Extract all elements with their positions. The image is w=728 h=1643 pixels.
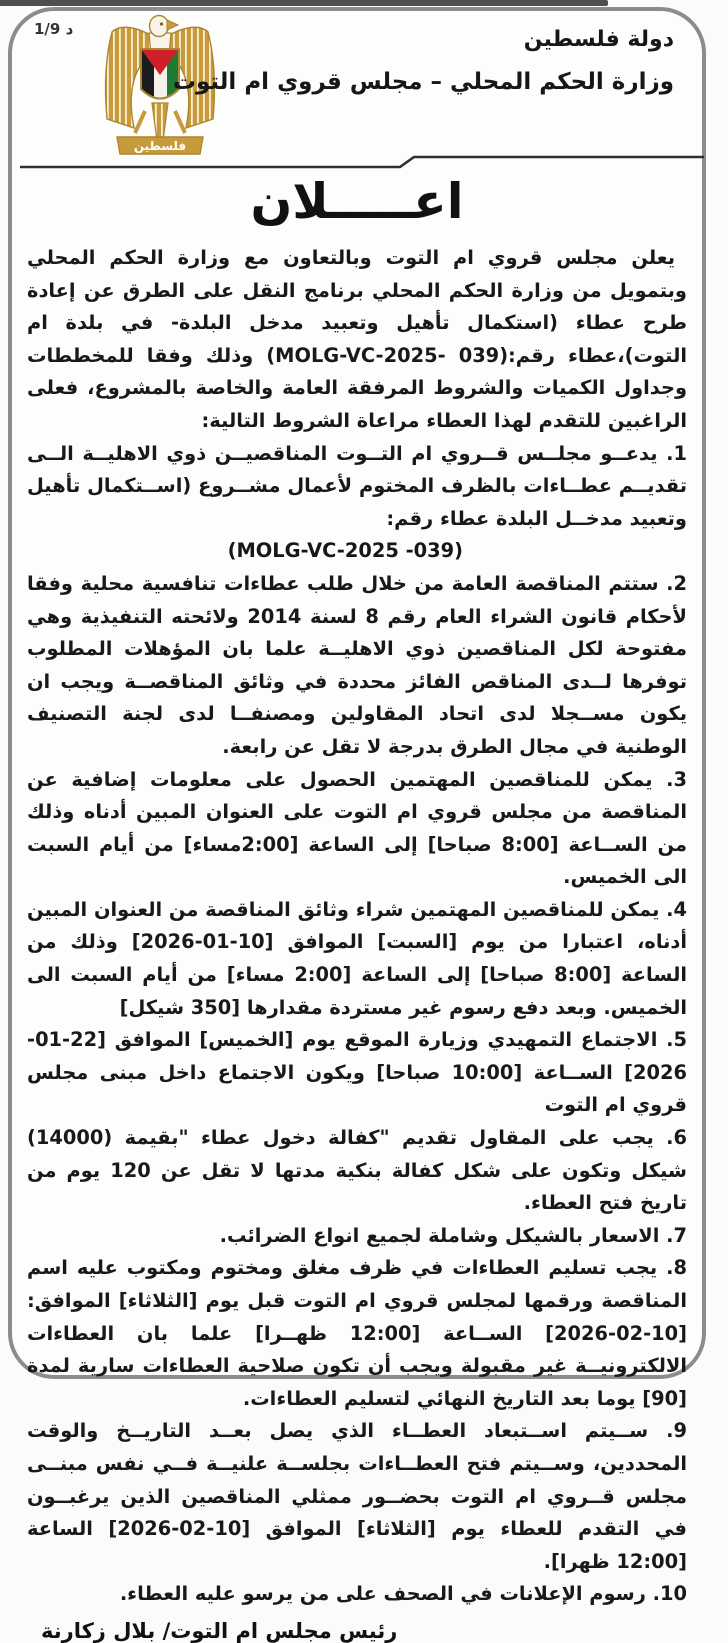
- eagle-leg-left: [135, 111, 145, 133]
- tender-item-8: 8. يجب تسليم العطاءات في ظرف مغلق ومختوم ومكتوب عليه اسم المناقصة ورقمها لمجلس قروي ام التوت قبل يوم [الثلاثاء] الموافق: [10-02-2026] الســاعة [12:00 ظهــرا] علما بان العطاءات الالكترونيــة غير مقبولة ويجب أن تكون صلاحية العطاءات سارية لمدة [90] يوما بعد التاريخ النهائي لتسليم العطاءات.: [27, 1256, 687, 1410]
- header-text: [173, 27, 674, 95]
- eagle-eye: [160, 22, 163, 25]
- tender-number-line: (039- MOLG-VC-2025): [227, 539, 463, 563]
- page-marker: 1/9 د: [34, 20, 74, 38]
- tender-item-6: 6. يجب على المقاول تقديم "كفالة دخول عطاء "بقيمة (14000) شيكل وتكون على شكل كفالة بنكية مدتها لا تقل عن 120 يوم من تاريخ فتح العطاء.: [27, 1126, 687, 1215]
- signature-line: رئيس مجلس ام التوت/ بلال زكارنة: [41, 1618, 398, 1643]
- announcement-box: [8, 7, 706, 1643]
- eagle-head: [150, 16, 169, 37]
- tender-item-4: 4. يمكن للمناقصين المهتمين شراء وثائق المناقصة من العنوان المبين أدناه، اعتبارا من يوم [السبت] الموافق [10-01-2026] وذلك من الساعة [8:00 صباحا] إلى الساعة [2:00 مساء] من أيام السبت الى الخميس. وبعد دفع رسوم غير مستردة مقدارها [350 شيكل]: [27, 897, 687, 1019]
- tender-item-5: 5. الاجتماع التمهيدي وزيارة الموقع يوم [الخميس] الموافق [22-01-2026] الســاعة [10:00 صباحا] ويكون الاجتماع داخل مبنى مجلس قروي ام التوت: [27, 1028, 687, 1117]
- eagle-tail: [152, 103, 168, 137]
- header-ministry: وزارة الحكم المحلي – مجلس قروي ام التوت: [172, 69, 674, 95]
- announcement-title: اعـــــلان: [250, 173, 464, 230]
- scan-edge-bar: [0, 0, 608, 6]
- header-country: دولة فلسطين: [523, 27, 674, 52]
- tender-item-9: 9. ســيتم اســتبعاد العطــاء الذي يصل بعــد التاريــخ والوقت المحددين، وســيتم فتح العطــاءات بجلســة علنيــة فــي نفس مبنــى مجلس قــروي ام التوت بحضــور ممثلي المناقصين الذين يرغبــون في التقدم للعطاء يوم [الثلاثاء] الموافق [10-02-2026] الساعة [12:00 ظهرا].: [27, 1419, 687, 1573]
- eagle-leg-right: [175, 111, 185, 133]
- tender-item-2: 2. ستتم المناقصة العامة من خلال طلب عطاءات تنافسية محلية وفقا لأحكام قانون الشراء العام رقم 8 لسنة 2014 ولائحته التنفيذية وهي مفتوحة لكل المناقصين ذوي الاهليــة علما بان المؤهلات المطلوب توفرها لــدى المناقص الفائز محددة في وثائق المناقصــة ويجب ان يكون مســجلا لدى اتحاد المقاولين ومصنفــا لدى لجنة التصنيف الوطنية في مجال الطرق بدرجة لا تقل عن رابعة.: [27, 571, 687, 758]
- tender-item-10: 10. رسوم الإعلانات في الصحف على من يرسو عليه العطاء.: [119, 1582, 687, 1606]
- header: [12, 11, 702, 151]
- tender-item-3: 3. يمكن للمناقصين المهتمين الحصول على معلومات إضافية عن المناقصة من مجلس قروي ام التوت على العنوان المبين أدناه وذلك من الســاعة [8:00 صباحا] إلى الساعة [2:00مساء] من أيام السبت الى الخميس.: [27, 767, 687, 889]
- tender-item-1: 1. يدعــو مجلــس قــروي ام التــوت المناقصيــن ذوي الاهليــة الــى تقديــم عطــاءات بالظرف المختوم لأعمال مشــروع (اســتكمال تأهيل وتعبيد مدخــل البلدة عطاء رقم:: [27, 441, 687, 530]
- banner-text: فلسطين: [133, 139, 187, 153]
- intro-paragraph: يعلن مجلس قروي ام التوت وبالتعاون مع وزارة الحكم المحلي وبتمويل من وزارة الحكم المحلي برنامج النقل على الطرق عن إعادة طرح عطاء (استكمال تأهيل وتعبيد مدخل البلدة- في بلدة ام التوت)،عطاء رقم:(039 -MOLG-VC-2025) وذلك وفقا للمخططات وجداول الكميات والشروط المرفقة العامة والخاصة بالمشروع، فعلى الراغبين للتقدم لهذا العطاء مراعاة الشروط التالية:: [27, 246, 687, 432]
- announcement-body: [27, 242, 687, 1611]
- tender-item-7: 7. الاسعار بالشيكل وشاملة لجميع انواع الضرائب.: [219, 1223, 687, 1247]
